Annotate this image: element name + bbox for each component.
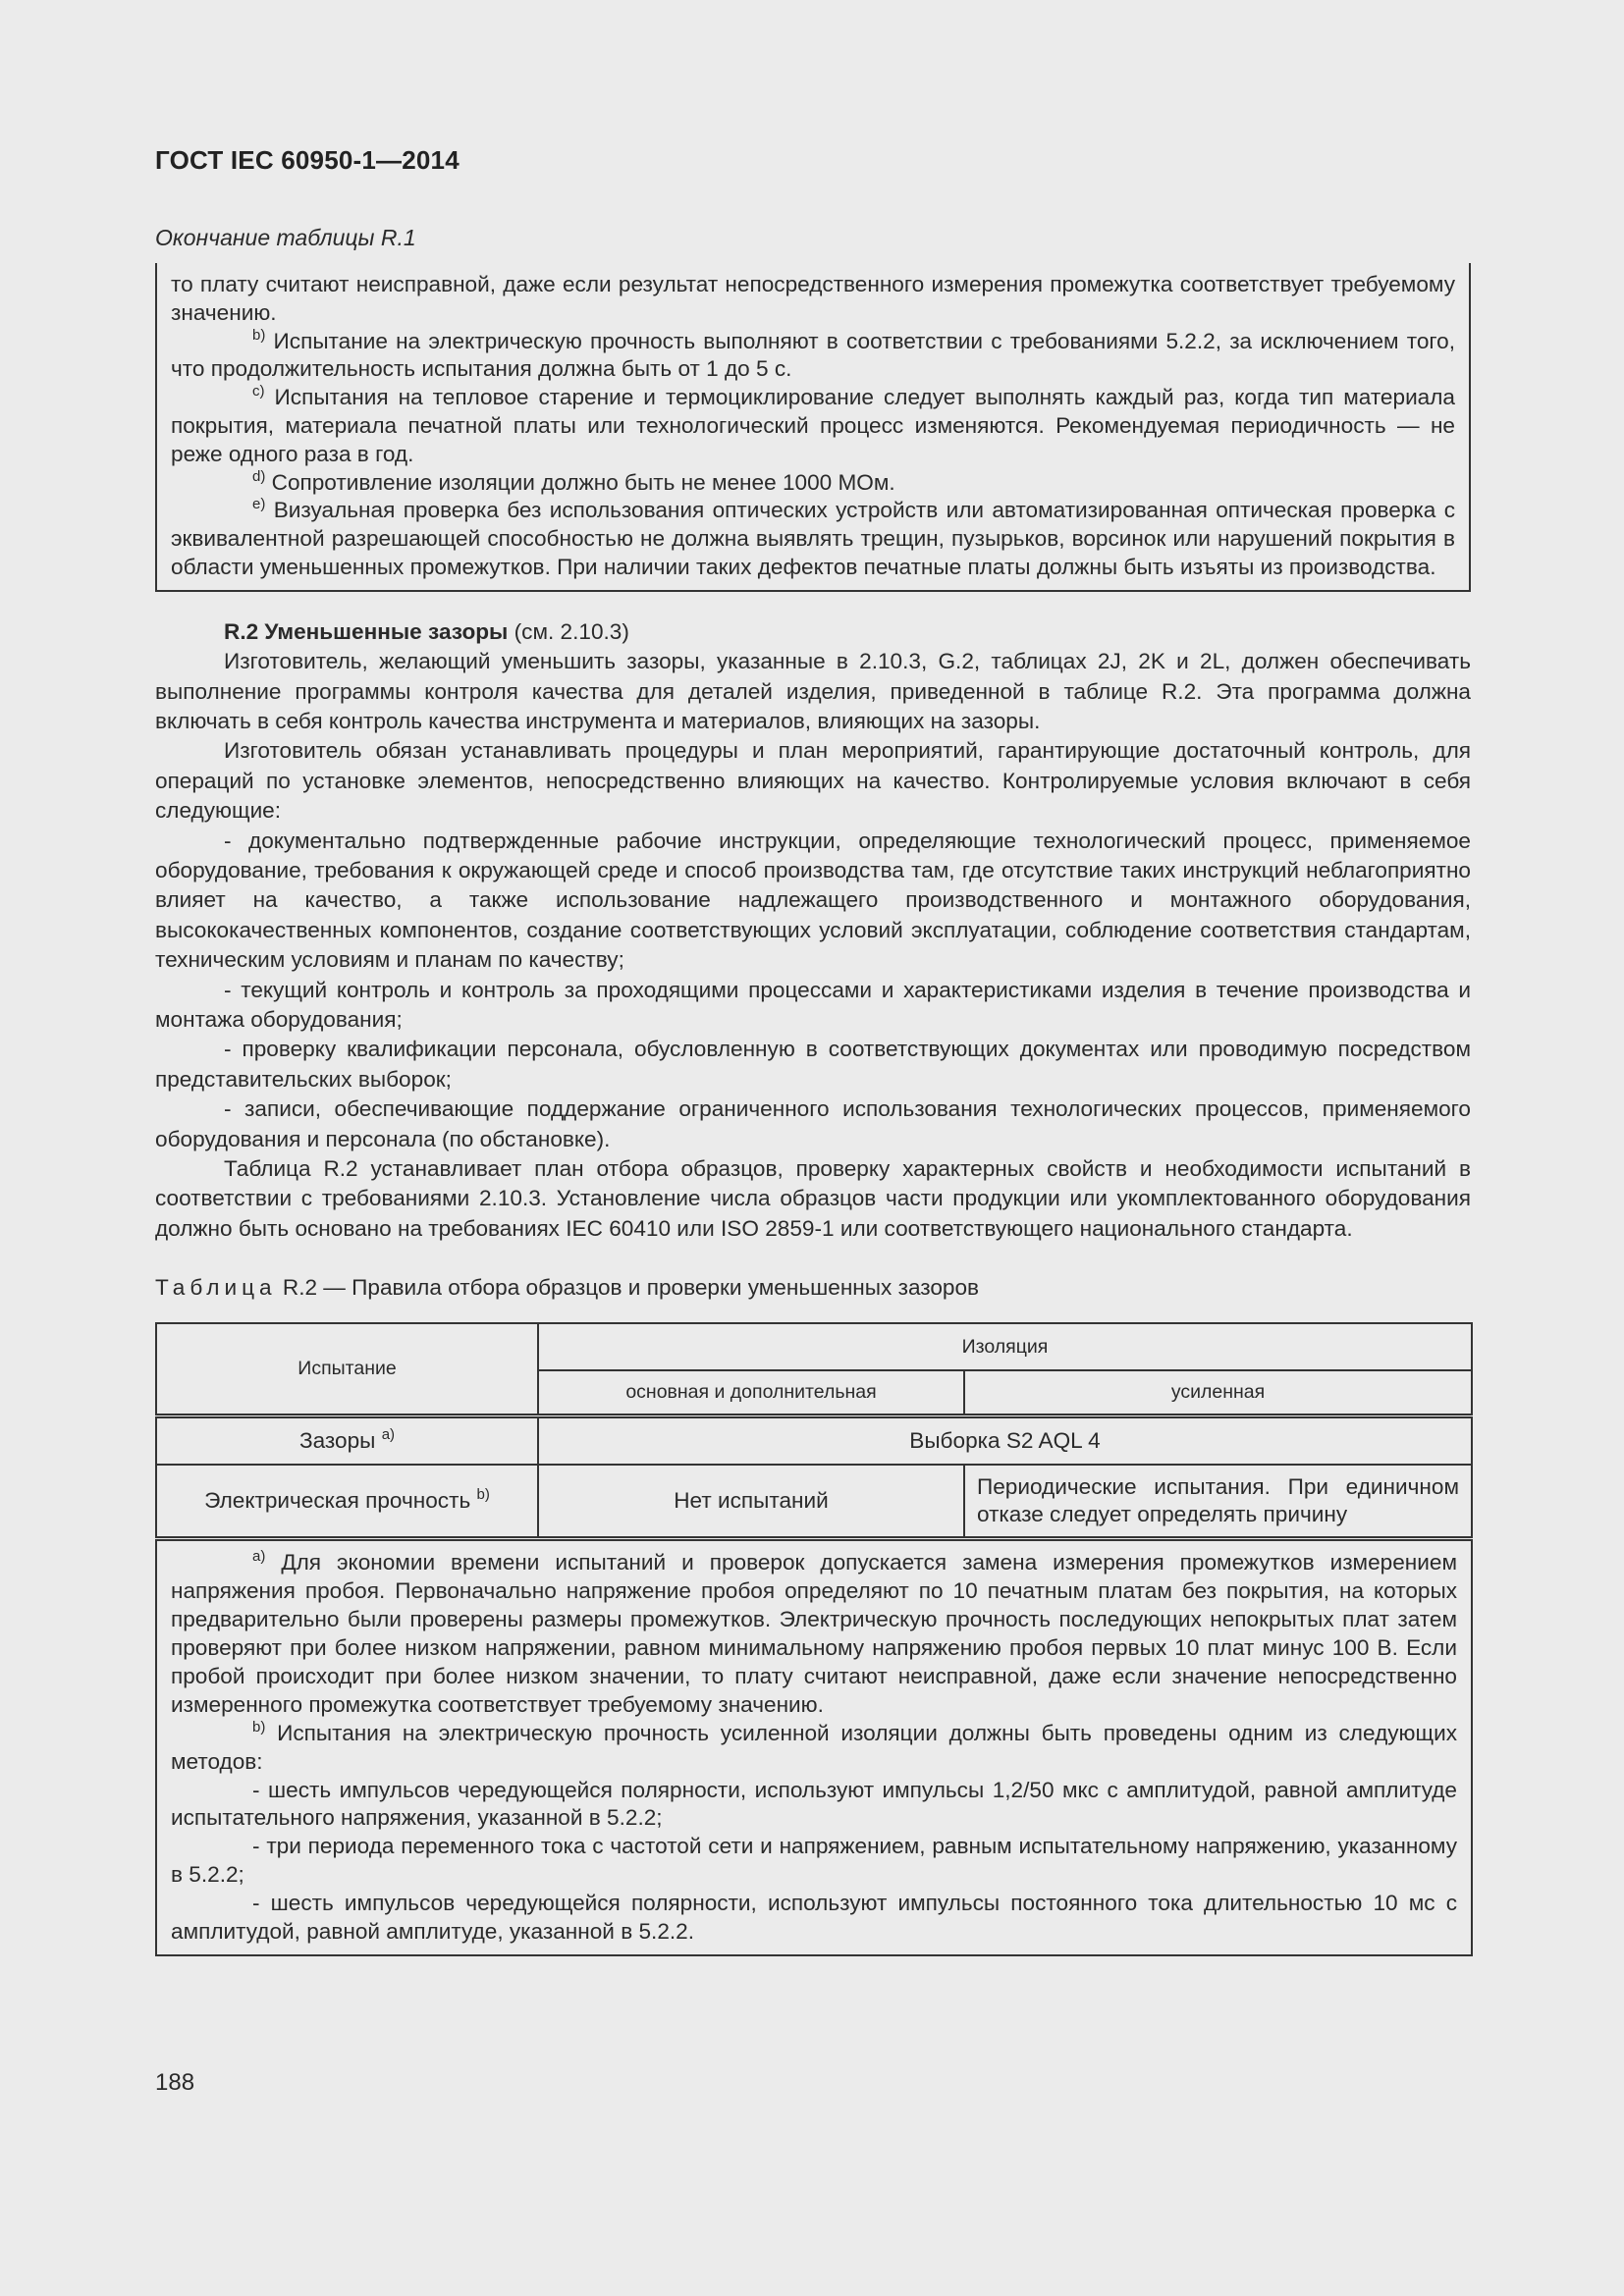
paragraph-3: Таблица R.2 устанавливает план отбора образцов, проверку характерных свойств и необходимости испытаний в соответствии с требованиями 2.10.3. Установление числа образцов части продукции или укомплектованного оборудования должно быть основано на требованиях IEC 60410 или ISO 2859-1 или соответствующего национального стандарта. — [155, 1156, 1471, 1241]
table-r2-title — [155, 1275, 1471, 1301]
table-title-text: R.2 — Правила отбора образцов и проверки уменьшенных зазоров — [276, 1275, 980, 1301]
table-r1-footnotes — [155, 263, 1471, 592]
header-basic: основная и дополнительная — [538, 1370, 964, 1416]
footnote-mark: b) — [476, 1486, 490, 1504]
cell-text: Зазоры — [298, 1428, 382, 1454]
table-header-row — [156, 1323, 1472, 1370]
section-r2 — [155, 617, 1471, 1245]
section-title: R.2 Уменьшенные зазоры — [224, 618, 509, 644]
paragraph-1: Изготовитель, желающий уменьшить зазоры, указанные в 2.10.3, G.2, таблицах 2J, 2K и 2L, должен обеспечивать выполнение программы контроля качества для деталей изделия, приведенной в таблице R.2. Эта программа должна включать в себя контроль качества инструмента и материалов, влияющих на зазоры. — [155, 649, 1471, 733]
footnote-text: Испытание на электрическую прочность выполняют в соответствии с требованиями 5.2.2, за исключением того, что продолжительность испытания должна быть от 1 до 5 с. — [171, 328, 1455, 382]
footnote-text: Испытания на тепловое старение и термоциклирование следует выполнять каждый раз, когда тип материала покрытия, материала печатной платы или технологический процесс изменяются. Рекомендуемая периодичность — не реже одного раза в год. — [171, 385, 1455, 466]
section-heading — [155, 617, 1471, 647]
footnote-mark: a) — [381, 1426, 396, 1444]
header-reinforced: усиленная — [964, 1370, 1472, 1416]
footnote-mark: a) — [252, 1548, 266, 1566]
footnote-d — [171, 469, 1455, 498]
cell-reinforced: Периодические испытания. При единичном отказе следует определять причину — [964, 1465, 1472, 1539]
list-item: - записи, обеспечивающие поддержание ограниченного использования технологических процессов, применяемого оборудования и персонала (по обстановке). — [155, 1096, 1471, 1151]
footnote-mark: b) — [252, 1718, 266, 1735]
section-reference: (см. 2.10.3) — [508, 618, 629, 644]
cell-text: Электрическая прочность — [204, 1488, 477, 1514]
footnote-mark: d) — [252, 467, 266, 485]
table-label: Таблица — [155, 1275, 277, 1301]
footnote-c — [171, 384, 1455, 468]
list-item: - проверку квалификации персонала, обусловленную в соответствующих документах или проводимую посредством представительских выборок; — [155, 1037, 1471, 1092]
footnote-text: Сопротивление изоляции должно быть не менее 1000 МОм. — [265, 469, 895, 495]
list-item: - текущий контроль и контроль за проходящими процессами и характеристиками изделия в течение производства и монтажа оборудования; — [155, 977, 1471, 1033]
list-item: - документально подтвержденные рабочие инструкции, определяющие технологический процесс, применяемое оборудование, требования к окружающей среде и способ производства там, где отсутствие таких инструкций неблагоприятно влияет на качество, а также использование надлежащего производственного и монтажного оборудования, высококачественных компонентов, создание соответствующих условий эксплуатации, соблюдение соответствия стандартам, техническим условиям и планам по качеству; — [155, 828, 1471, 973]
document-number: ГОСТ IEC 60950-1—2014 — [155, 145, 460, 175]
footnote-b — [171, 1720, 1457, 1777]
footnote-b — [171, 328, 1455, 385]
footnote-a-tail: то плату считают неисправной, даже если результат непосредственного измерения промежутка соответствует требуемому значению. — [171, 272, 1455, 325]
footnote-text: Испытания на электрическую прочность усиленной изоляции должны быть проведены одним из следующих методов: — [171, 1720, 1457, 1774]
cell-basic: Нет испытаний — [538, 1465, 964, 1539]
table-continuation-caption: Окончание таблицы R.1 — [155, 225, 416, 250]
footnote-e — [171, 497, 1455, 581]
table-r2 — [155, 1322, 1473, 1956]
footnote-mark: c) — [252, 383, 265, 400]
footnote-a — [171, 1549, 1457, 1719]
page-number: 188 — [155, 2069, 195, 2096]
table-row — [156, 1416, 1472, 1466]
footnote-list-item: - шесть импульсов чередующейся полярности, используют импульсы 1,2/50 мкс с амплитудой, равной амплитуде испытательного напряжения, указанной в 5.2.2; — [171, 1777, 1457, 1831]
cell-value: Выборка S2 AQL 4 — [538, 1416, 1472, 1466]
footnote-text: Для экономии времени испытаний и проверок допускается замена измерения промежутков измерением напряжения пробоя. Первоначально напряжение пробоя определяют по 10 печатным платам без покрытия, на которых предварительно были проверены размеры промежутков. Электрическую прочность последующих непокрытых плат затем проверяют при более низком напряжении, равном минимальному напряжению пробоя первых 10 плат минус 100 В. Если пробой происходит при более низком значении, то плату считают неисправной, даже если значение непосредственно измеренного промежутка соответствует требуемому значению. — [171, 1550, 1457, 1717]
table-footnotes — [156, 1539, 1472, 1955]
table-row — [156, 1465, 1472, 1539]
header-insulation: Изоляция — [538, 1323, 1472, 1370]
footnote-mark: e) — [252, 496, 266, 513]
footnote-mark: b) — [252, 326, 266, 344]
header-test: Испытание — [156, 1323, 538, 1416]
table-footnote-row — [156, 1539, 1472, 1955]
paragraph-2: Изготовитель обязан устанавливать процедуры и план мероприятий, гарантирующие достаточный контроль, для операций по установке элементов, непосредственно влияющих на качество. Контролируемые условия включают в себя следующие: — [155, 738, 1471, 824]
cell-test — [156, 1465, 538, 1539]
cell-test — [156, 1416, 538, 1466]
footnote-list-item: - три периода переменного тока с частотой сети и напряжением, равным испытательному напряжению, указанному в 5.2.2; — [171, 1834, 1457, 1888]
document-page — [155, 145, 1471, 1956]
footnote-text: Визуальная проверка без использования оптических устройств или автоматизированная оптическая проверка с эквивалентной разрешающей способностью не должна выявлять трещин, пузырьков, ворсинок или нарушений покрытия в области уменьшенных промежутков. При наличии таких дефектов печатные платы должны быть изъяты из производства. — [171, 498, 1455, 579]
footnote-list-item: - шесть импульсов чередующейся полярности, используют импульсы постоянного тока длительностью 10 мс с амплитудой, равной амплитуде, указанной в 5.2.2. — [171, 1891, 1457, 1945]
